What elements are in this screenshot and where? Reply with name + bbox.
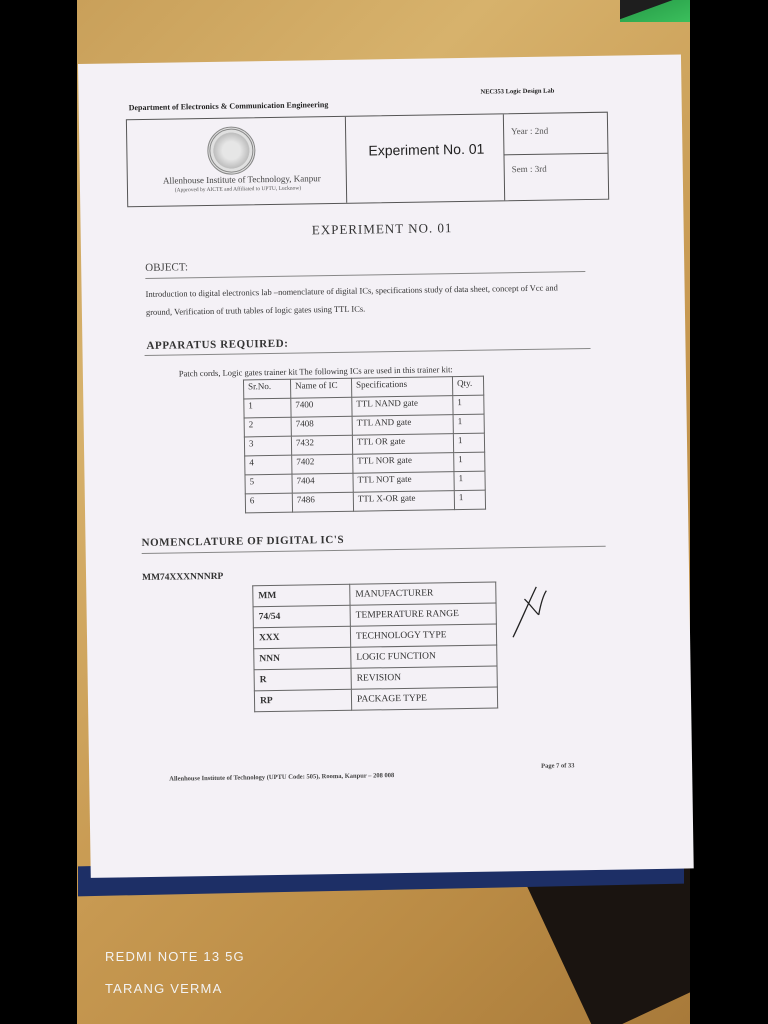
- table-cell: 1: [244, 398, 291, 418]
- table-cell: 7400: [291, 397, 352, 417]
- table-cell: TTL NOT gate: [353, 472, 454, 493]
- table-cell: 74/54: [253, 605, 350, 628]
- experiment-title: Experiment No. 01: [368, 140, 485, 159]
- table-cell: TECHNOLOGY TYPE: [350, 624, 496, 647]
- object-divider: [145, 271, 585, 279]
- table-cell: 7486: [292, 492, 353, 512]
- year-label: Year : 2nd: [511, 125, 549, 137]
- page-footer: Allenhouse Institute of Technology (UPTU Code: 505), Rooma, Kanpur – 208 008: [169, 772, 395, 783]
- nomenclature-heading: NOMENCLATURE OF DIGITAL IC'S: [141, 533, 345, 550]
- page-title: EXPERIMENT NO. 01: [311, 220, 453, 238]
- ic-table: [243, 376, 486, 514]
- table-cell: 7432: [291, 435, 352, 455]
- table-cell: 7408: [291, 416, 352, 436]
- department-name: Department of Electronics & Communication Engineering: [128, 100, 329, 113]
- table-row: [254, 687, 497, 712]
- camera-watermark-device: REDMI NOTE 13 5G: [105, 949, 245, 964]
- page-number: Page 7 of 33: [541, 762, 575, 770]
- year-cell: [503, 113, 608, 156]
- table-cell: TTL NOR gate: [353, 453, 454, 474]
- table-cell: 4: [245, 455, 292, 475]
- notebook-corner: [620, 0, 690, 22]
- table-cell: 7402: [292, 454, 353, 474]
- table-header-cell: Name of IC: [290, 378, 351, 398]
- lab-code: NEC353 Logic Design Lab: [480, 87, 555, 96]
- table-row: [245, 490, 485, 513]
- apparatus-intro: Patch cords, Logic gates trainer kit The following ICs are used in this trainer kit:: [178, 364, 453, 379]
- table-cell: 1: [454, 452, 485, 471]
- table-header-cell: Sr.No.: [243, 379, 290, 399]
- table-cell: TTL NAND gate: [352, 396, 453, 417]
- table-cell: 3: [244, 436, 291, 456]
- table-cell: TEMPERATURE RANGE: [350, 603, 496, 626]
- title-cell: [345, 114, 505, 202]
- table-cell: 1: [454, 471, 485, 490]
- table-cell: TTL AND gate: [352, 415, 453, 436]
- institute-approval: (Approved by AICTE and Affiliated to UPTU, Lucknow): [174, 185, 302, 194]
- logo-cell: [127, 117, 347, 206]
- table-cell: PACKAGE TYPE: [351, 687, 497, 710]
- lab-manual-page: [78, 55, 694, 878]
- table-cell: XXX: [253, 626, 350, 649]
- table-cell: 2: [244, 417, 291, 437]
- table-cell: LOGIC FUNCTION: [351, 645, 497, 668]
- ic-code: MM74XXXNNNRP: [142, 571, 224, 584]
- table-cell: TTL X-OR gate: [353, 491, 454, 512]
- table-cell: NNN: [254, 647, 351, 670]
- camera-watermark-author: TARANG VERMA: [105, 981, 223, 996]
- institute-logo-icon: [207, 126, 256, 175]
- table-cell: 1: [453, 433, 484, 452]
- table-cell: 5: [245, 474, 292, 494]
- table-cell: R: [254, 668, 351, 691]
- object-text: Introduction to digital electronics lab –nomenclature of digital ICs, specifications study of data sheet, concept of Vcc and ground, Verification of truth tables of logic gates using TTL ICs.: [145, 282, 558, 317]
- table-cell: 6: [245, 493, 292, 513]
- header-box: [126, 112, 609, 208]
- table-cell: RP: [254, 689, 351, 712]
- object-heading: OBJECT:: [145, 261, 189, 274]
- table-cell: 1: [454, 490, 485, 509]
- table-cell: TTL OR gate: [352, 434, 453, 455]
- table-cell: 7404: [292, 473, 353, 493]
- table-cell: MANUFACTURER: [350, 582, 496, 605]
- table-cell: MM: [253, 584, 350, 607]
- table-cell: 1: [453, 395, 484, 414]
- table-header-cell: Specifications: [351, 377, 452, 398]
- institute-name: Allenhouse Institute of Technology, Kanpur: [162, 173, 321, 186]
- table-cell: 1: [453, 414, 484, 433]
- nomenclature-table: [252, 581, 498, 712]
- sem-cell: [503, 153, 608, 201]
- signature-mark: [510, 581, 551, 642]
- table-cell: REVISION: [351, 666, 497, 689]
- sem-label: Sem : 3rd: [511, 163, 547, 175]
- table-header-cell: Qty.: [452, 376, 483, 395]
- apparatus-heading: APPARATUS REQUIRED:: [146, 337, 289, 352]
